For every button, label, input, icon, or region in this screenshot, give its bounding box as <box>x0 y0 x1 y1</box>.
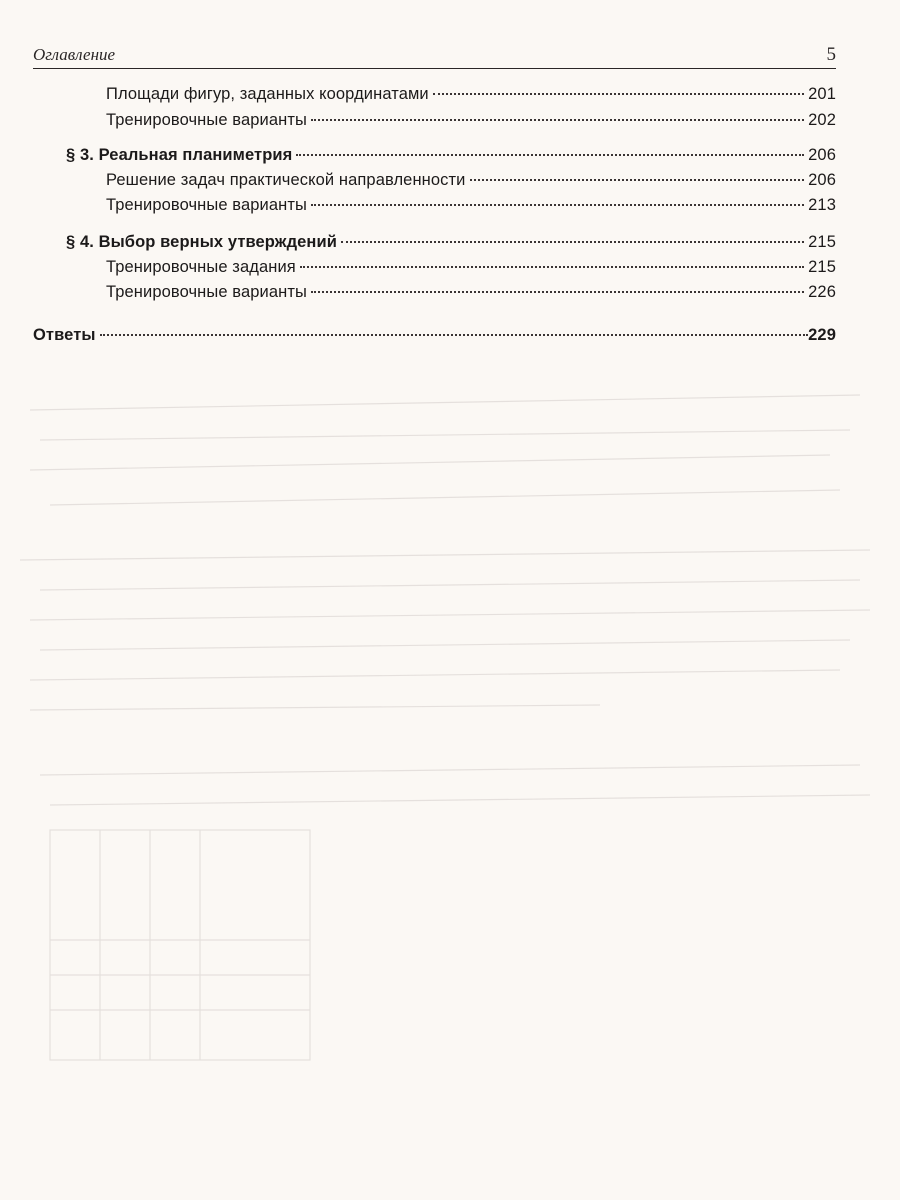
toc-entry-page: 229 <box>808 326 836 344</box>
toc-section-entry[interactable] <box>66 232 836 252</box>
dot-leader <box>300 265 804 268</box>
toc-entry[interactable] <box>106 170 836 190</box>
dot-leader <box>100 333 809 336</box>
dot-leader <box>311 203 804 206</box>
dot-leader <box>341 240 804 243</box>
header-page-number: 5 <box>826 44 836 65</box>
toc-entry[interactable] <box>106 84 836 104</box>
toc-entry-page: 226 <box>808 283 836 301</box>
dot-leader <box>296 153 804 156</box>
toc-entry-title: Тренировочные варианты <box>106 283 307 301</box>
toc-section-title: § 3. Реальная планиметрия <box>66 146 293 164</box>
toc-entry-page: 201 <box>808 85 836 103</box>
dot-leader <box>311 290 804 293</box>
toc-entry-title: Решение задач практической направленности <box>106 171 466 189</box>
toc-entry-page: 215 <box>808 258 836 276</box>
toc-entry[interactable] <box>106 195 836 215</box>
toc-entry-title: Тренировочные варианты <box>106 196 307 214</box>
toc-answers-title: Ответы <box>33 326 96 344</box>
dot-leader <box>470 178 805 181</box>
toc-entry[interactable] <box>106 282 836 302</box>
toc-entry-page: 206 <box>808 146 836 164</box>
toc-entry[interactable] <box>106 110 836 130</box>
toc-entry-page: 215 <box>808 233 836 251</box>
toc-entry[interactable] <box>106 257 836 277</box>
toc-entry-title: Тренировочные варианты <box>106 111 307 129</box>
header-title: Оглавление <box>33 45 116 64</box>
toc-entry-title: Площади фигур, заданных координатами <box>106 85 429 103</box>
toc-section-title: § 4. Выбор верных утверждений <box>66 233 337 251</box>
toc-section-entry[interactable] <box>66 145 836 165</box>
toc-answers-entry[interactable] <box>33 325 836 345</box>
dot-leader <box>311 118 804 121</box>
toc-entry-page: 206 <box>808 171 836 189</box>
toc-entry-title: Тренировочные задания <box>106 258 296 276</box>
toc-entry-page: 202 <box>808 111 836 129</box>
toc-entry-page: 213 <box>808 196 836 214</box>
dot-leader <box>433 92 804 95</box>
